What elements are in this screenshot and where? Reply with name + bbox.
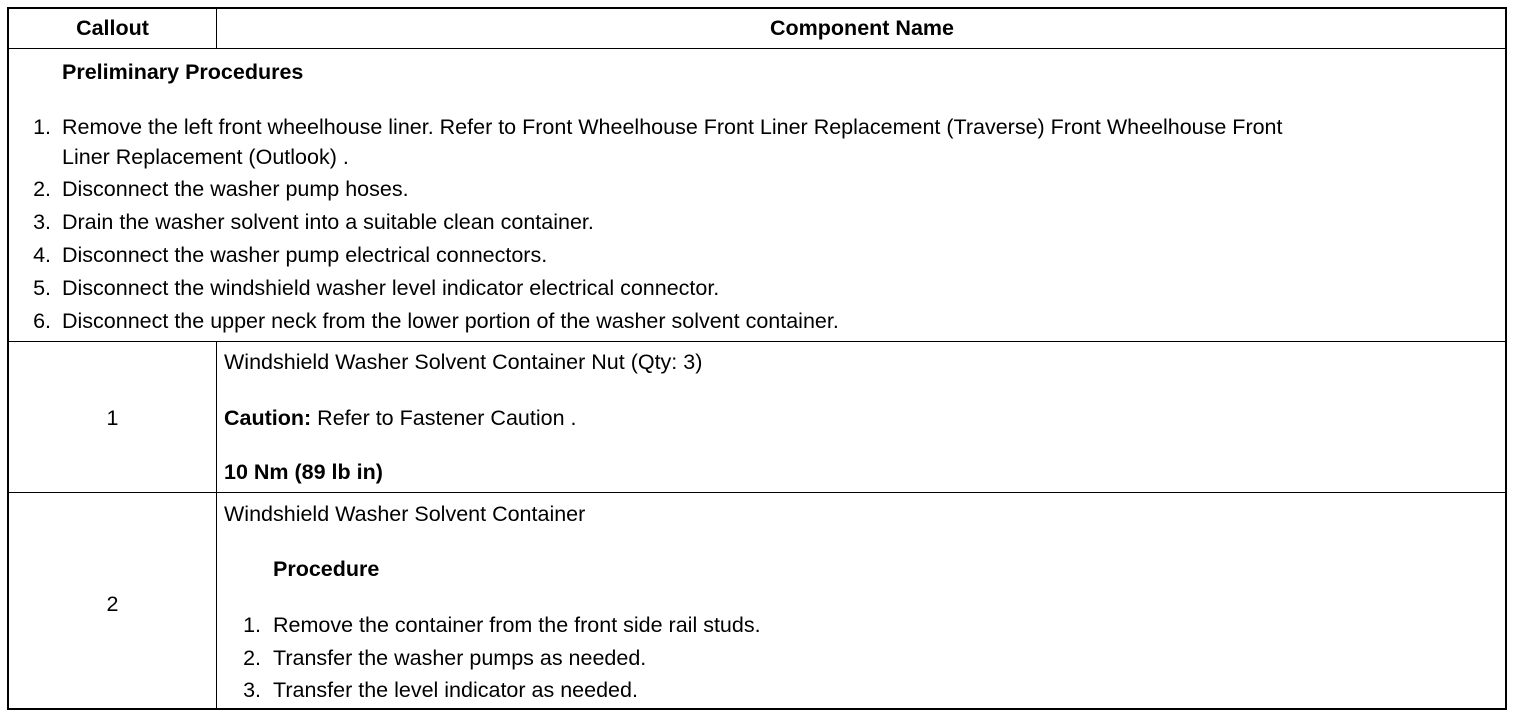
step-text-continued: Liner Replacement (Outlook) . [62, 145, 349, 169]
step-number: 5. [33, 276, 51, 300]
step-number: 2. [33, 177, 51, 201]
step-number: 6. [33, 309, 51, 333]
step-number: 1. [243, 613, 261, 637]
component-name: Windshield Washer Solvent Container Nut (Qty: 3) [224, 350, 703, 374]
header-divider [9, 48, 1505, 49]
step-number: 3. [243, 678, 261, 702]
step-text: Drain the washer solvent into a suitable clean container. [62, 210, 594, 234]
step-text: Transfer the level indicator as needed. [273, 678, 638, 702]
preliminary-divider [9, 341, 1505, 342]
rows-column-divider [216, 341, 217, 710]
caution-text: Refer to Fastener Caution . [311, 406, 577, 430]
step-number: 3. [33, 210, 51, 234]
caution-note [224, 408, 576, 430]
step-text: Transfer the washer pumps as needed. [273, 646, 647, 670]
step-text: Remove the left front wheelhouse liner. Refer to Front Wheelhouse Front Liner Replacement (Traverse) Front Wheelhouse Front [62, 115, 1283, 139]
step-number: 1. [33, 115, 51, 139]
component-name: Windshield Washer Solvent Container [224, 502, 586, 526]
header-component-name: Component Name [770, 16, 954, 40]
preliminary-title: Preliminary Procedures [62, 60, 304, 84]
step-text: Disconnect the upper neck from the lower portion of the washer solvent container. [62, 309, 839, 333]
torque-spec: 10 Nm (89 lb in) [224, 460, 383, 484]
header-callout: Callout [76, 16, 149, 40]
procedure-title: Procedure [273, 557, 380, 581]
caution-label: Caution: [224, 406, 312, 430]
step-number: 4. [33, 243, 51, 267]
callout-number: 2 [106, 592, 119, 616]
step-text: Disconnect the windshield washer level indicator electrical connector. [62, 276, 720, 300]
component-table [7, 7, 1507, 710]
row-1-divider [9, 492, 1505, 493]
step-text: Remove the container from the front side rail studs. [273, 613, 761, 637]
step-text: Disconnect the washer pump electrical connectors. [62, 243, 548, 267]
step-text: Disconnect the washer pump hoses. [62, 177, 409, 201]
step-number: 2. [243, 646, 261, 670]
callout-number: 1 [106, 406, 119, 430]
